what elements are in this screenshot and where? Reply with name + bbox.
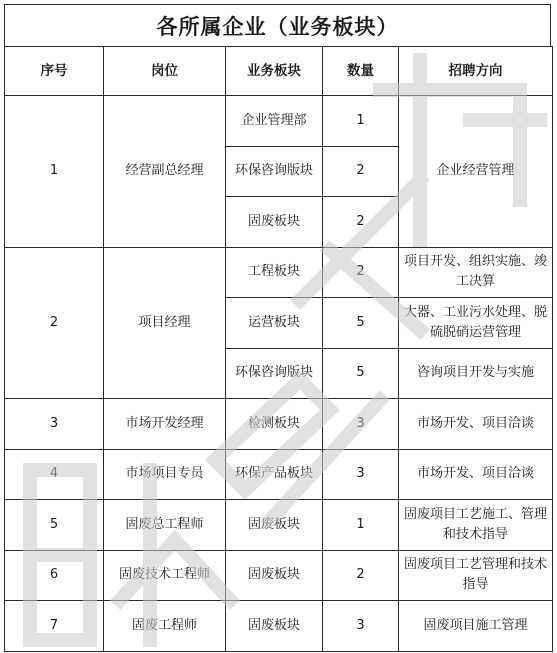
cell-direction: 固废项目工艺施工、管理和技术指导: [399, 500, 553, 551]
table-row: [5, 247, 553, 298]
cell-position: 固废技术工程师: [104, 550, 226, 601]
cell-unit: 固废板块: [226, 550, 323, 601]
cell-seq: 3: [5, 399, 104, 450]
cell-count: 5: [323, 298, 399, 349]
cell-count: 2: [323, 197, 399, 248]
cell-seq: 4: [5, 449, 104, 500]
cell-unit: 环保产品板块: [226, 449, 323, 500]
cell-position: 市场项目专员: [104, 449, 226, 500]
table-row: [5, 96, 553, 147]
cell-count: 3: [323, 601, 399, 652]
cell-direction: 固废项目工艺管理和技术指导: [399, 550, 553, 601]
cell-count: 5: [323, 348, 399, 399]
header-direction: 招聘方向: [399, 47, 553, 96]
cell-position: 项目经理: [104, 247, 226, 399]
cell-direction: 咨询项目开发与实施: [399, 348, 553, 399]
table-row: [5, 449, 553, 500]
cell-count: 1: [323, 96, 399, 147]
cell-seq: 6: [5, 550, 104, 601]
cell-unit: 环保咨询版块: [226, 146, 323, 197]
cell-position: 固废总工程师: [104, 500, 226, 551]
header-position: 岗位: [104, 47, 226, 96]
table-row: [5, 601, 553, 652]
cell-direction: 市场开发、项目洽谈: [399, 399, 553, 450]
cell-count: 1: [323, 500, 399, 551]
cell-seq: 7: [5, 601, 104, 652]
cell-unit: 检测板块: [226, 399, 323, 450]
cell-count: 2: [323, 146, 399, 197]
recruitment-table: [4, 46, 553, 652]
cell-direction: 大器、工业污水处理、脱硫脱硝运营管理: [399, 298, 553, 349]
cell-unit: 固废板块: [226, 601, 323, 652]
cell-unit: 工程板块: [226, 247, 323, 298]
cell-direction: 市场开发、项目洽谈: [399, 449, 553, 500]
cell-count: 2: [323, 247, 399, 298]
header-unit: 业务板块: [226, 47, 323, 96]
header-seq: 序号: [5, 47, 104, 96]
table-title: 各所属企业（业务板块）: [156, 14, 399, 39]
cell-seq: 1: [5, 96, 104, 248]
cell-direction: 项目开发、组织实施、竣工决算: [399, 247, 553, 298]
cell-seq: 2: [5, 247, 104, 399]
header-count: 数量: [323, 47, 399, 96]
cell-unit: 运营板块: [226, 298, 323, 349]
cell-direction: 固废项目施工管理: [399, 601, 553, 652]
cell-count: 3: [323, 399, 399, 450]
cell-unit: 环保咨询版块: [226, 348, 323, 399]
table-row: [5, 399, 553, 450]
cell-seq: 5: [5, 500, 104, 551]
cell-position: 固废工程师: [104, 601, 226, 652]
cell-unit: 企业管理部: [226, 96, 323, 147]
cell-unit: 固废板块: [226, 197, 323, 248]
table-row: [5, 500, 553, 551]
table-row: [5, 550, 553, 601]
cell-position: 经营副总经理: [104, 96, 226, 248]
cell-position: 市场开发经理: [104, 399, 226, 450]
cell-count: 3: [323, 449, 399, 500]
cell-direction: 企业经营管理: [399, 96, 553, 248]
cell-unit: 固废板块: [226, 500, 323, 551]
table-title-bar: [4, 4, 551, 46]
header-row: [5, 47, 553, 96]
cell-count: 2: [323, 550, 399, 601]
